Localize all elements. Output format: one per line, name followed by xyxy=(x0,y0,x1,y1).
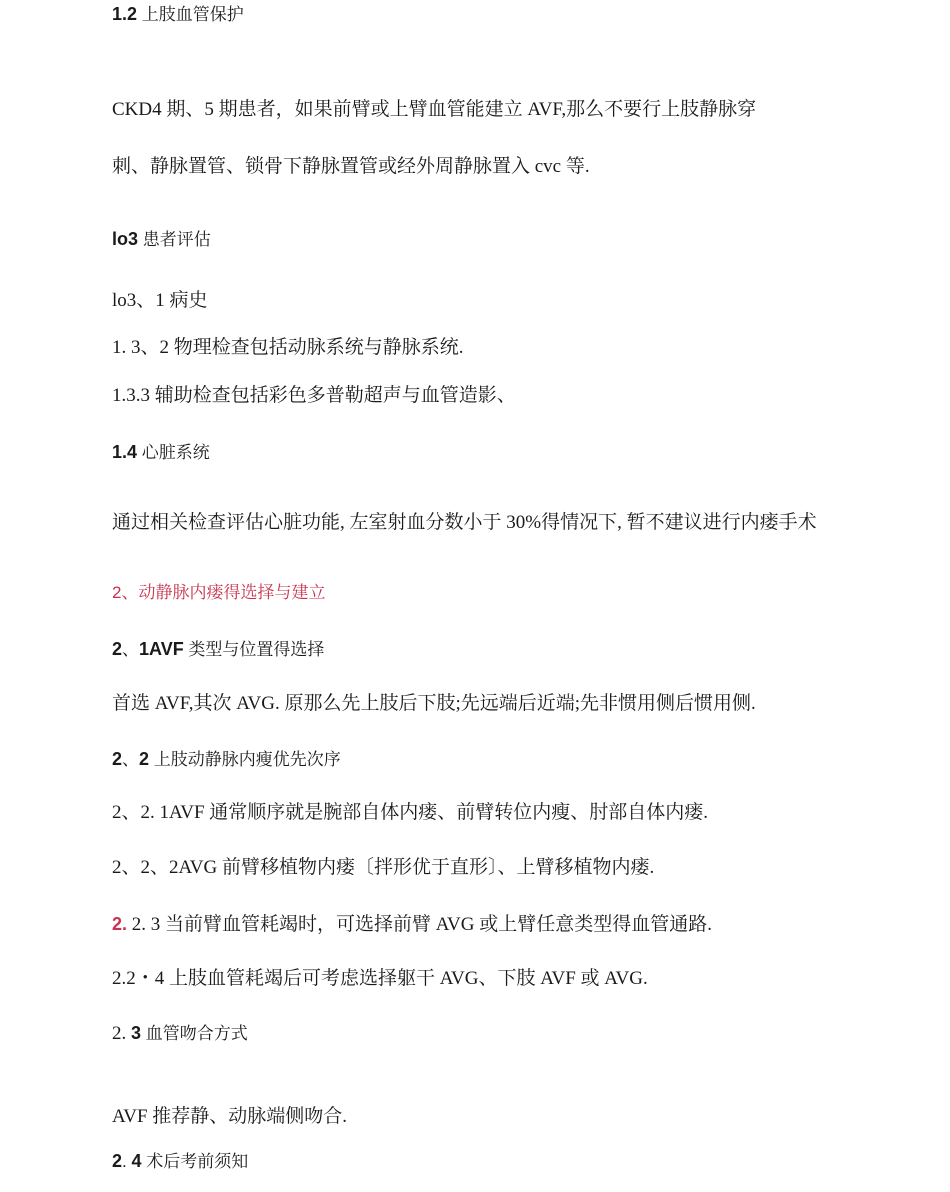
heading-number: 2 xyxy=(112,639,123,659)
heading-number-2: 2 xyxy=(139,749,150,769)
paragraph-line: 首选 AVF,其次 AVG. 原那么先上肢后下肢;先远端后近端;先非惯用侧后惯用侧. xyxy=(112,693,756,714)
heading-number-2: 1AVF xyxy=(139,639,184,659)
heading-text: 上肢血管保护 xyxy=(137,5,244,24)
paragraph-line: 刺、静脉置管、锁骨下静脉置管或经外周静脉置入 cvc 等. xyxy=(112,156,590,177)
section-heading-2: 2、动静脉内瘘得选择与建立 xyxy=(112,583,326,602)
heading-1-2 xyxy=(112,2,244,27)
heading-text: 血管吻合方式 xyxy=(141,1024,248,1043)
heading-separator: 、 xyxy=(122,640,140,659)
heading-number: lo3 xyxy=(112,229,139,249)
paragraph-line: 2、2、2AVG 前臂移植物内瘘〔拌形优于直形〕、上臂移植物内瘘. xyxy=(112,857,655,878)
heading-1-4 xyxy=(112,440,210,465)
heading-separator: 、 xyxy=(122,750,140,769)
paragraph-line: AVF 推荐静、动脉端侧吻合. xyxy=(112,1106,348,1127)
heading-text: 类型与位置得选择 xyxy=(183,640,325,659)
heading-number: 3 xyxy=(131,1023,142,1043)
paragraph-line: CKD4 期、5 期患者，如果前臂或上臂血管能建立 AVF,那么不要行上肢静脉穿 xyxy=(112,99,757,120)
red-number: 2. xyxy=(112,914,128,934)
heading-text: 上肢动静脉内瘦优先次序 xyxy=(149,750,341,769)
heading-2-2 xyxy=(112,747,341,772)
paragraph-line: 2、2. 1AVF 通常顺序就是腕部自体内瘘、前臂转位内瘦、肘部自体内瘘. xyxy=(112,802,709,823)
heading-number: 1.2 xyxy=(112,4,138,24)
heading-number: 2 xyxy=(112,749,123,769)
heading-number: 2 xyxy=(112,1151,123,1171)
paragraph-line: 通过相关检查评估心脏功能, 左室射血分数小于 30%得情况下, 暂不建议进行内瘘手术 xyxy=(112,512,817,533)
paragraph-line: 1.3.3 辅助检查包括彩色多普勒超声与血管造影、 xyxy=(112,385,516,406)
heading-separator: . xyxy=(122,1152,132,1171)
heading-2-1 xyxy=(112,637,324,662)
paragraph-line: 1. 3、2 物理检查包括动脉系统与静脉系统. xyxy=(112,337,464,358)
heading-2-4 xyxy=(112,1149,248,1174)
line-text: 2. 3 当前臂血管耗竭时，可选择前臂 AVG 或上臂任意类型得血管通路. xyxy=(127,914,712,935)
heading-1-3 xyxy=(112,227,211,252)
heading-text: 术后考前须知 xyxy=(141,1152,249,1171)
paragraph-line: 2.2・4 上肢血管耗竭后可考虑选择躯干 AVG、下肢 AVF 或 AVG. xyxy=(112,968,648,989)
paragraph-line-2-2-3 xyxy=(112,912,712,937)
heading-text: 患者评估 xyxy=(138,230,211,249)
heading-number: 1.4 xyxy=(112,442,138,462)
paragraph-line: lo3、1 病史 xyxy=(112,290,208,311)
heading-number-2: 4 xyxy=(131,1151,142,1171)
heading-2-3 xyxy=(112,1021,248,1046)
heading-prefix: 2. xyxy=(112,1023,131,1044)
heading-text: 心脏系统 xyxy=(137,443,210,462)
